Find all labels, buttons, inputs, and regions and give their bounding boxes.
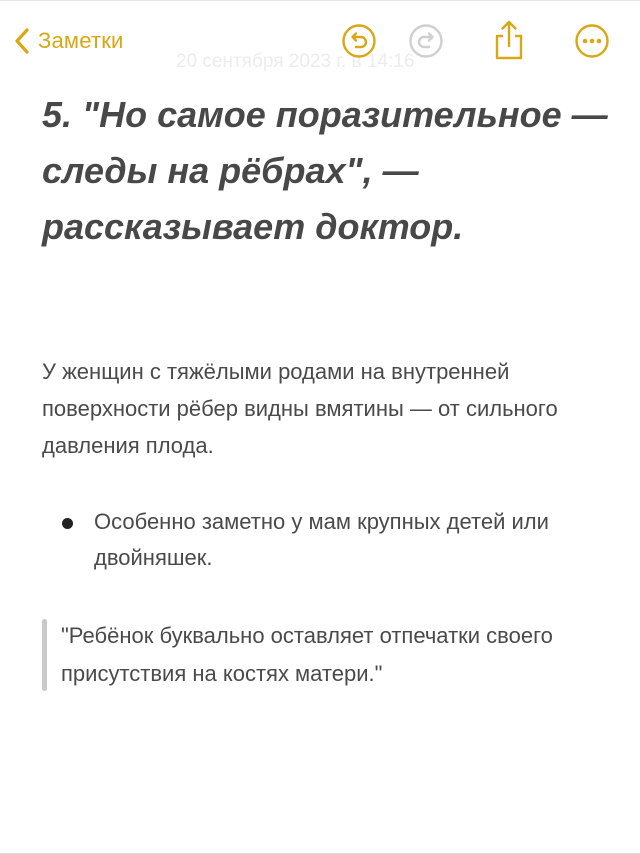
redo-button[interactable]	[408, 23, 444, 59]
list-item-text: Особенно заметно у мам крупных детей или двойняшек.	[94, 509, 549, 570]
note-date: 20 сентября 2023 г. в 14:16	[176, 51, 415, 72]
more-button[interactable]	[574, 23, 610, 59]
note-paragraph[interactable]: У женщин с тяжёлыми родами на внутренней поверхности рёбер видны вмятины — от сильного давления плода.	[42, 359, 558, 458]
undo-icon	[344, 26, 375, 57]
share-button[interactable]	[492, 19, 526, 61]
list-item[interactable]	[42, 504, 612, 576]
note-title[interactable]: 5. "Но самое поразительное — следы на рёбрах", — рассказывает доктор.	[42, 94, 608, 247]
back-button[interactable]	[14, 23, 124, 59]
share-icon	[497, 22, 521, 58]
quote-text: "Ребёнок буквально оставляет отпечатки своего присутствия на костях матери."	[61, 623, 553, 686]
bullet-icon	[62, 518, 73, 529]
undo-button[interactable]	[341, 23, 377, 59]
quote-bar	[42, 619, 47, 691]
block-quote[interactable]	[42, 617, 612, 693]
back-label: Заметки	[38, 28, 124, 53]
toolbar	[0, 1, 640, 83]
redo-icon	[411, 26, 442, 57]
chevron-left-icon	[14, 27, 30, 55]
more-icon	[577, 26, 608, 57]
